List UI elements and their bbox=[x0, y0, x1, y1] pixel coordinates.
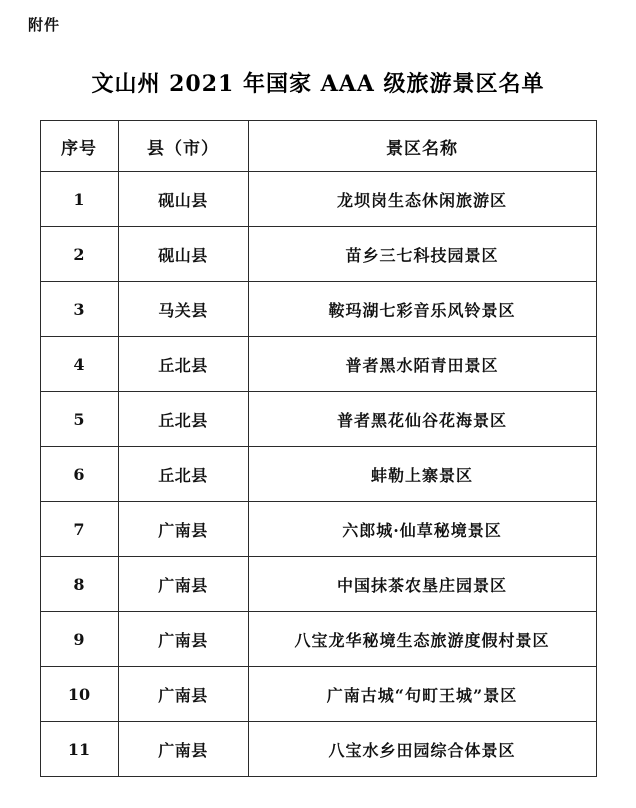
cell-index: 8 bbox=[40, 557, 118, 612]
cell-name: 苗乡三七科技园景区 bbox=[248, 227, 596, 282]
table-header-row bbox=[40, 121, 596, 172]
cell-county: 广南县 bbox=[118, 557, 248, 612]
cell-index: 1 bbox=[40, 172, 118, 227]
cell-index: 6 bbox=[40, 447, 118, 502]
column-header-name: 景区名称 bbox=[248, 121, 596, 172]
cell-index: 2 bbox=[40, 227, 118, 282]
table-row bbox=[40, 447, 596, 502]
table-row bbox=[40, 337, 596, 392]
cell-index: 9 bbox=[40, 612, 118, 667]
cell-county: 丘北县 bbox=[118, 447, 248, 502]
cell-name: 六郎城·仙草秘境景区 bbox=[248, 502, 596, 557]
cell-county: 丘北县 bbox=[118, 392, 248, 447]
cell-index: 4 bbox=[40, 337, 118, 392]
cell-index: 5 bbox=[40, 392, 118, 447]
table-row bbox=[40, 392, 596, 447]
table-row bbox=[40, 612, 596, 667]
cell-name: 龙坝岗生态休闲旅游区 bbox=[248, 172, 596, 227]
cell-county: 广南县 bbox=[118, 722, 248, 777]
table-row bbox=[40, 667, 596, 722]
cell-index: 11 bbox=[40, 722, 118, 777]
scenic-area-table bbox=[40, 120, 597, 777]
cell-name: 鞍玛湖七彩音乐风铃景区 bbox=[248, 282, 596, 337]
cell-name: 八宝水乡田园综合体景区 bbox=[248, 722, 596, 777]
cell-index: 10 bbox=[40, 667, 118, 722]
table-row bbox=[40, 282, 596, 337]
table-body bbox=[40, 172, 596, 777]
cell-name: 八宝龙华秘境生态旅游度假村景区 bbox=[248, 612, 596, 667]
table-header bbox=[40, 121, 596, 172]
cell-index: 3 bbox=[40, 282, 118, 337]
cell-index: 7 bbox=[40, 502, 118, 557]
attachment-label: 附件 bbox=[28, 16, 61, 34]
page-title: 文山州 2021 年国家 AAA 级旅游景区名单 bbox=[91, 71, 545, 97]
cell-county: 丘北县 bbox=[118, 337, 248, 392]
table-row bbox=[40, 722, 596, 777]
table-row bbox=[40, 557, 596, 612]
cell-county: 广南县 bbox=[118, 612, 248, 667]
table-row bbox=[40, 172, 596, 227]
column-header-county: 县（市） bbox=[118, 121, 248, 172]
cell-county: 砚山县 bbox=[118, 227, 248, 282]
cell-county: 广南县 bbox=[118, 667, 248, 722]
cell-county: 砚山县 bbox=[118, 172, 248, 227]
table-row bbox=[40, 227, 596, 282]
column-header-index: 序号 bbox=[40, 121, 118, 172]
cell-county: 广南县 bbox=[118, 502, 248, 557]
cell-name: 蚌勒上寨景区 bbox=[248, 447, 596, 502]
cell-name: 普者黑水陌青田景区 bbox=[248, 337, 596, 392]
cell-county: 马关县 bbox=[118, 282, 248, 337]
cell-name: 中国抹茶农垦庄园景区 bbox=[248, 557, 596, 612]
cell-name: 广南古城“句町王城”景区 bbox=[248, 667, 596, 722]
table-row bbox=[40, 502, 596, 557]
cell-name: 普者黑花仙谷花海景区 bbox=[248, 392, 596, 447]
